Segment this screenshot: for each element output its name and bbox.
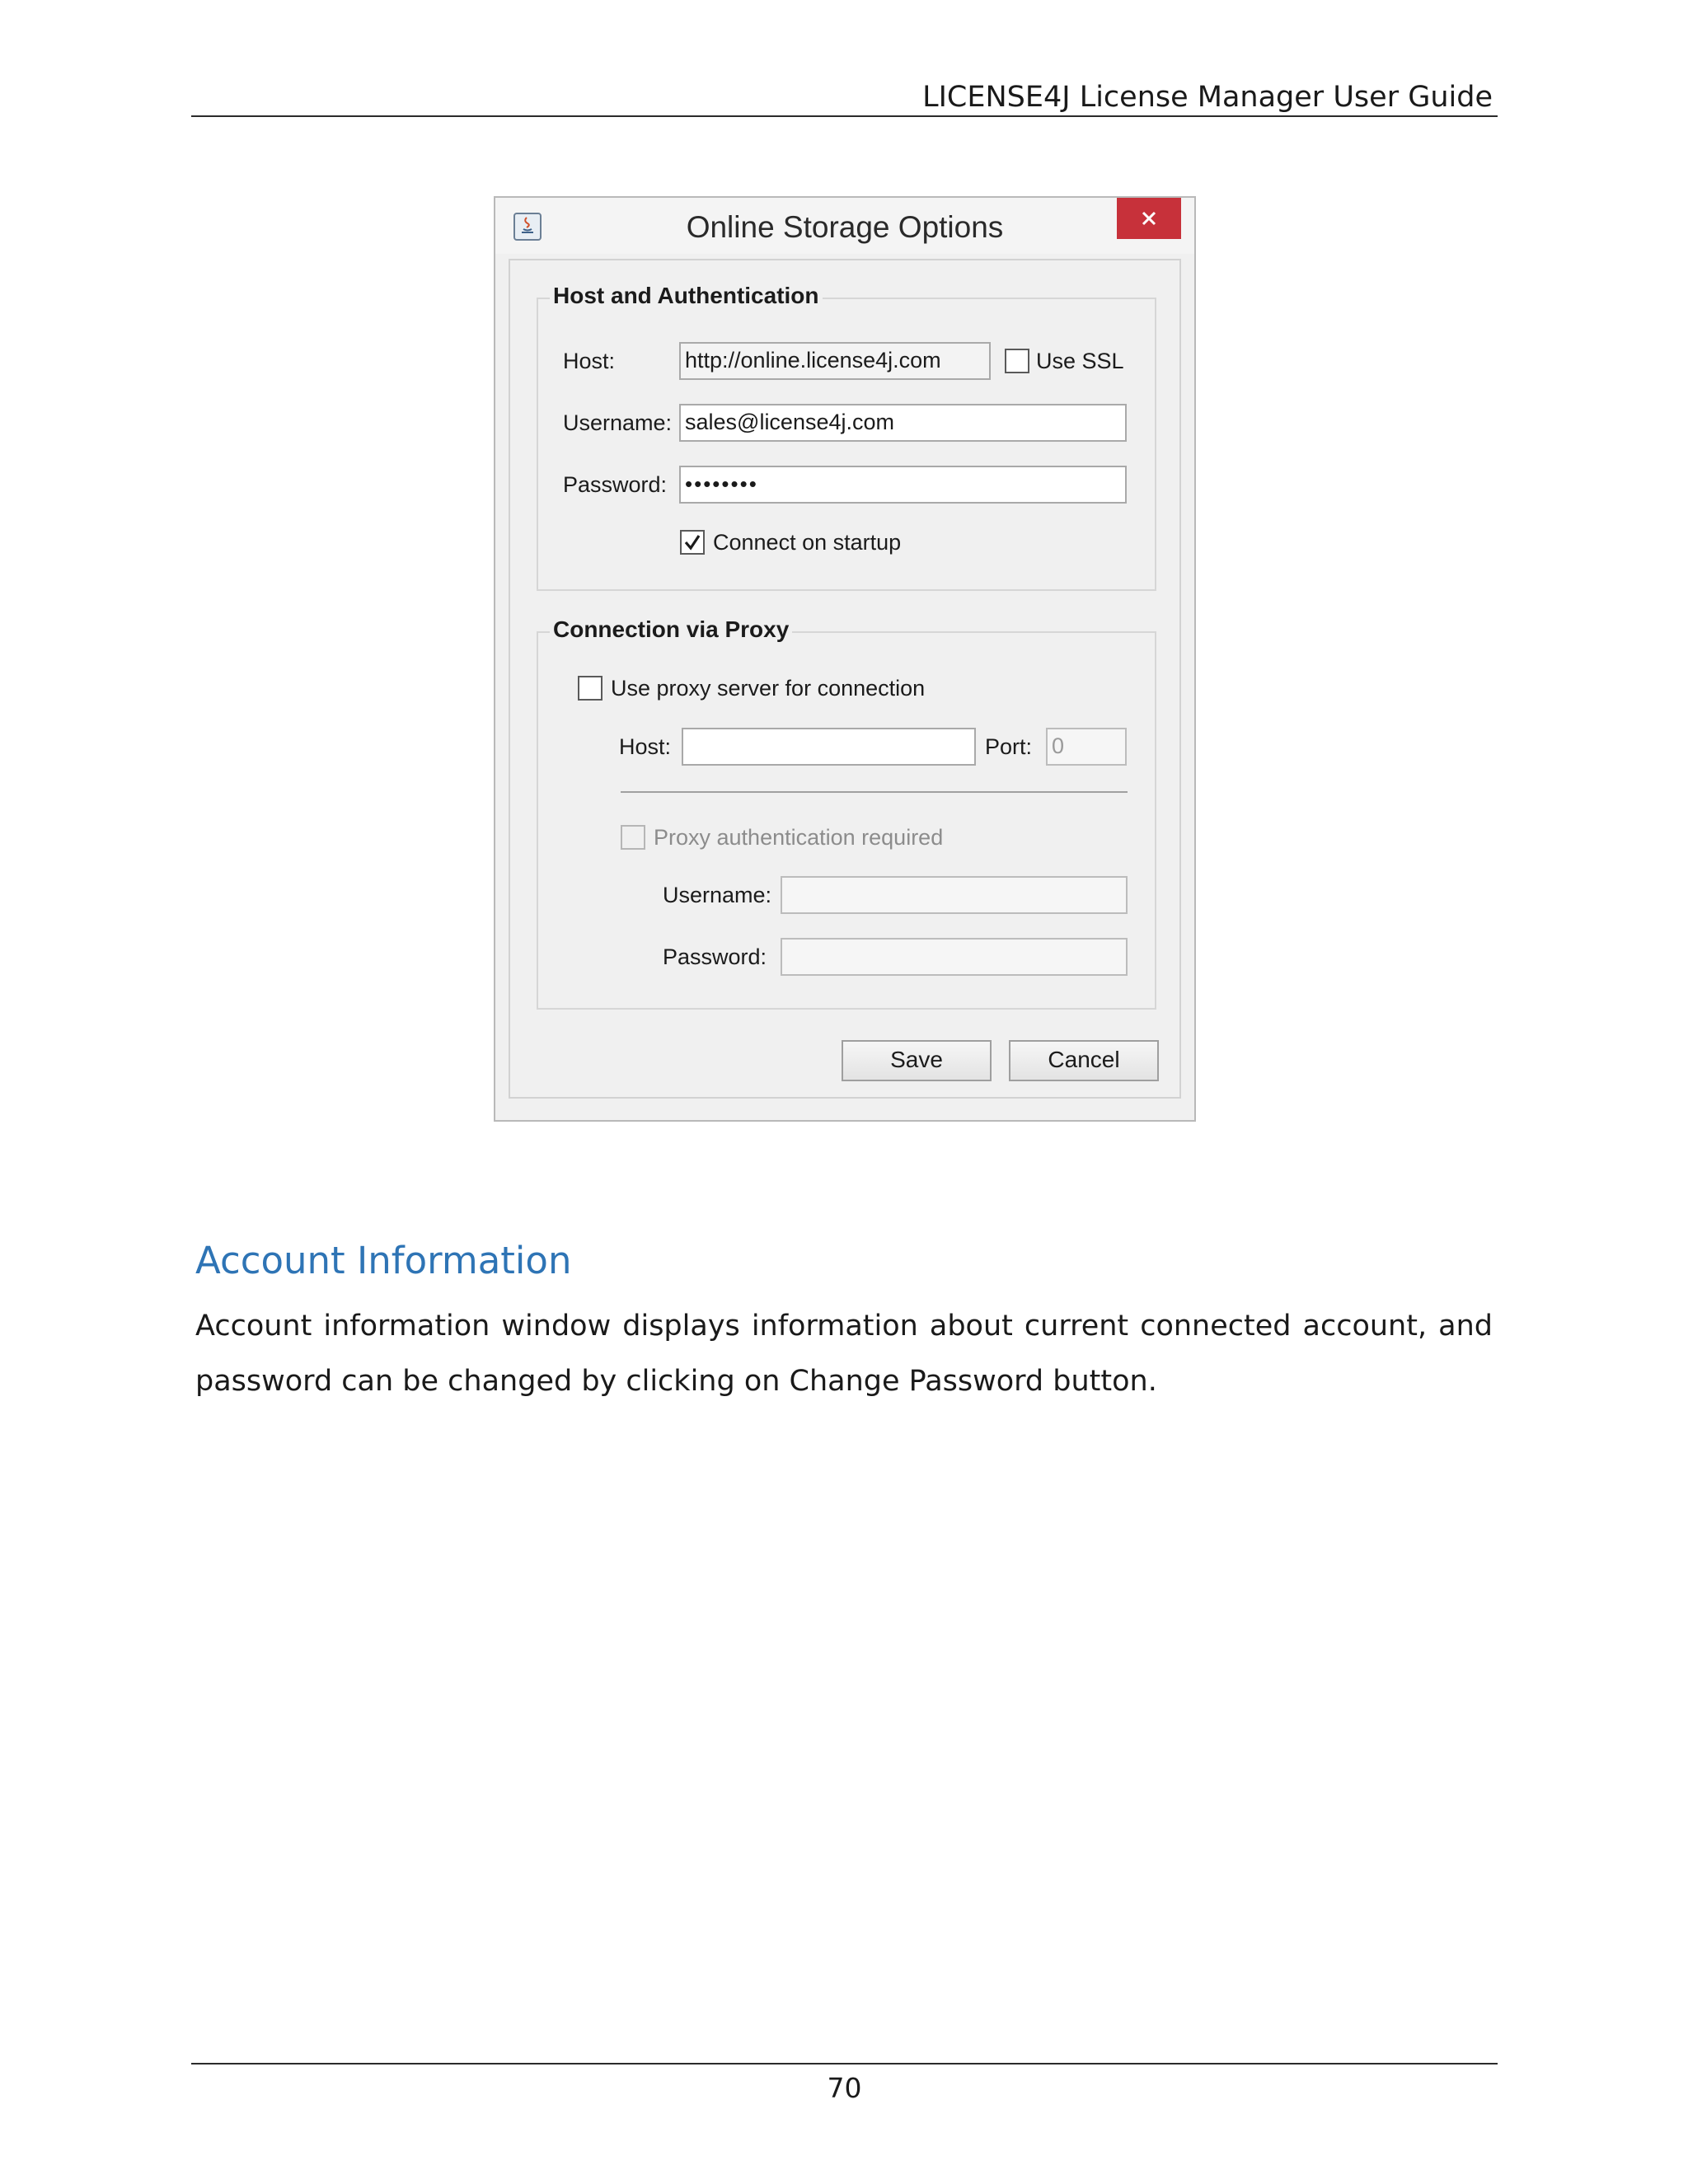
password-label: Password: bbox=[563, 472, 668, 497]
proxy-password-label: Password: bbox=[663, 944, 767, 969]
proxy-host-field[interactable] bbox=[682, 728, 976, 766]
use-ssl-checkbox[interactable] bbox=[1005, 349, 1029, 373]
proxy-port-label: Port: bbox=[985, 734, 1033, 759]
footer-rule bbox=[191, 2063, 1498, 2064]
password-field[interactable]: •••••••• bbox=[679, 466, 1127, 504]
save-button[interactable]: Save bbox=[842, 1040, 992, 1081]
connect-on-startup-checkbox[interactable] bbox=[680, 530, 705, 555]
use-ssl-label: Use SSL bbox=[1036, 349, 1124, 373]
host-auth-group-title: Host and Authentication bbox=[550, 281, 823, 311]
page-header bbox=[191, 79, 1498, 117]
close-icon bbox=[1141, 210, 1157, 227]
header-title: LICENSE4J License Manager User Guide bbox=[922, 81, 1493, 114]
dialog-content bbox=[509, 259, 1181, 1099]
close-button[interactable] bbox=[1117, 198, 1181, 239]
section-heading: Account Information bbox=[195, 1239, 572, 1282]
host-auth-group bbox=[537, 283, 1156, 591]
proxy-group bbox=[537, 616, 1156, 1010]
dialog-title: Online Storage Options bbox=[686, 210, 1004, 244]
username-field[interactable]: sales@license4j.com bbox=[679, 404, 1127, 442]
host-field[interactable]: http://online.license4j.com bbox=[679, 342, 991, 380]
proxy-username-field[interactable] bbox=[781, 876, 1128, 914]
checkmark-icon bbox=[683, 533, 701, 551]
proxy-auth-checkbox[interactable] bbox=[621, 825, 645, 850]
proxy-group-title: Connection via Proxy bbox=[550, 615, 792, 644]
use-proxy-checkbox[interactable] bbox=[578, 676, 603, 701]
cancel-button[interactable]: Cancel bbox=[1009, 1040, 1159, 1081]
proxy-username-label: Username: bbox=[663, 883, 772, 907]
online-storage-options-dialog bbox=[494, 196, 1196, 1122]
page-number: 70 bbox=[827, 2072, 862, 2104]
proxy-password-field[interactable] bbox=[781, 938, 1128, 976]
section-paragraph: Account information window displays information about current connected account, and password can be changed by clicking on Change Password button. bbox=[195, 1310, 1493, 1398]
use-proxy-label: Use proxy server for connection bbox=[611, 676, 926, 701]
proxy-separator bbox=[621, 791, 1128, 793]
connect-on-startup-label: Connect on startup bbox=[713, 530, 902, 555]
proxy-auth-label: Proxy authentication required bbox=[654, 825, 944, 850]
proxy-port-field[interactable]: 0 bbox=[1046, 728, 1127, 766]
dialog-titlebar[interactable] bbox=[495, 198, 1194, 254]
proxy-host-label: Host: bbox=[619, 734, 672, 759]
host-label: Host: bbox=[563, 349, 616, 373]
username-label: Username: bbox=[563, 410, 673, 435]
